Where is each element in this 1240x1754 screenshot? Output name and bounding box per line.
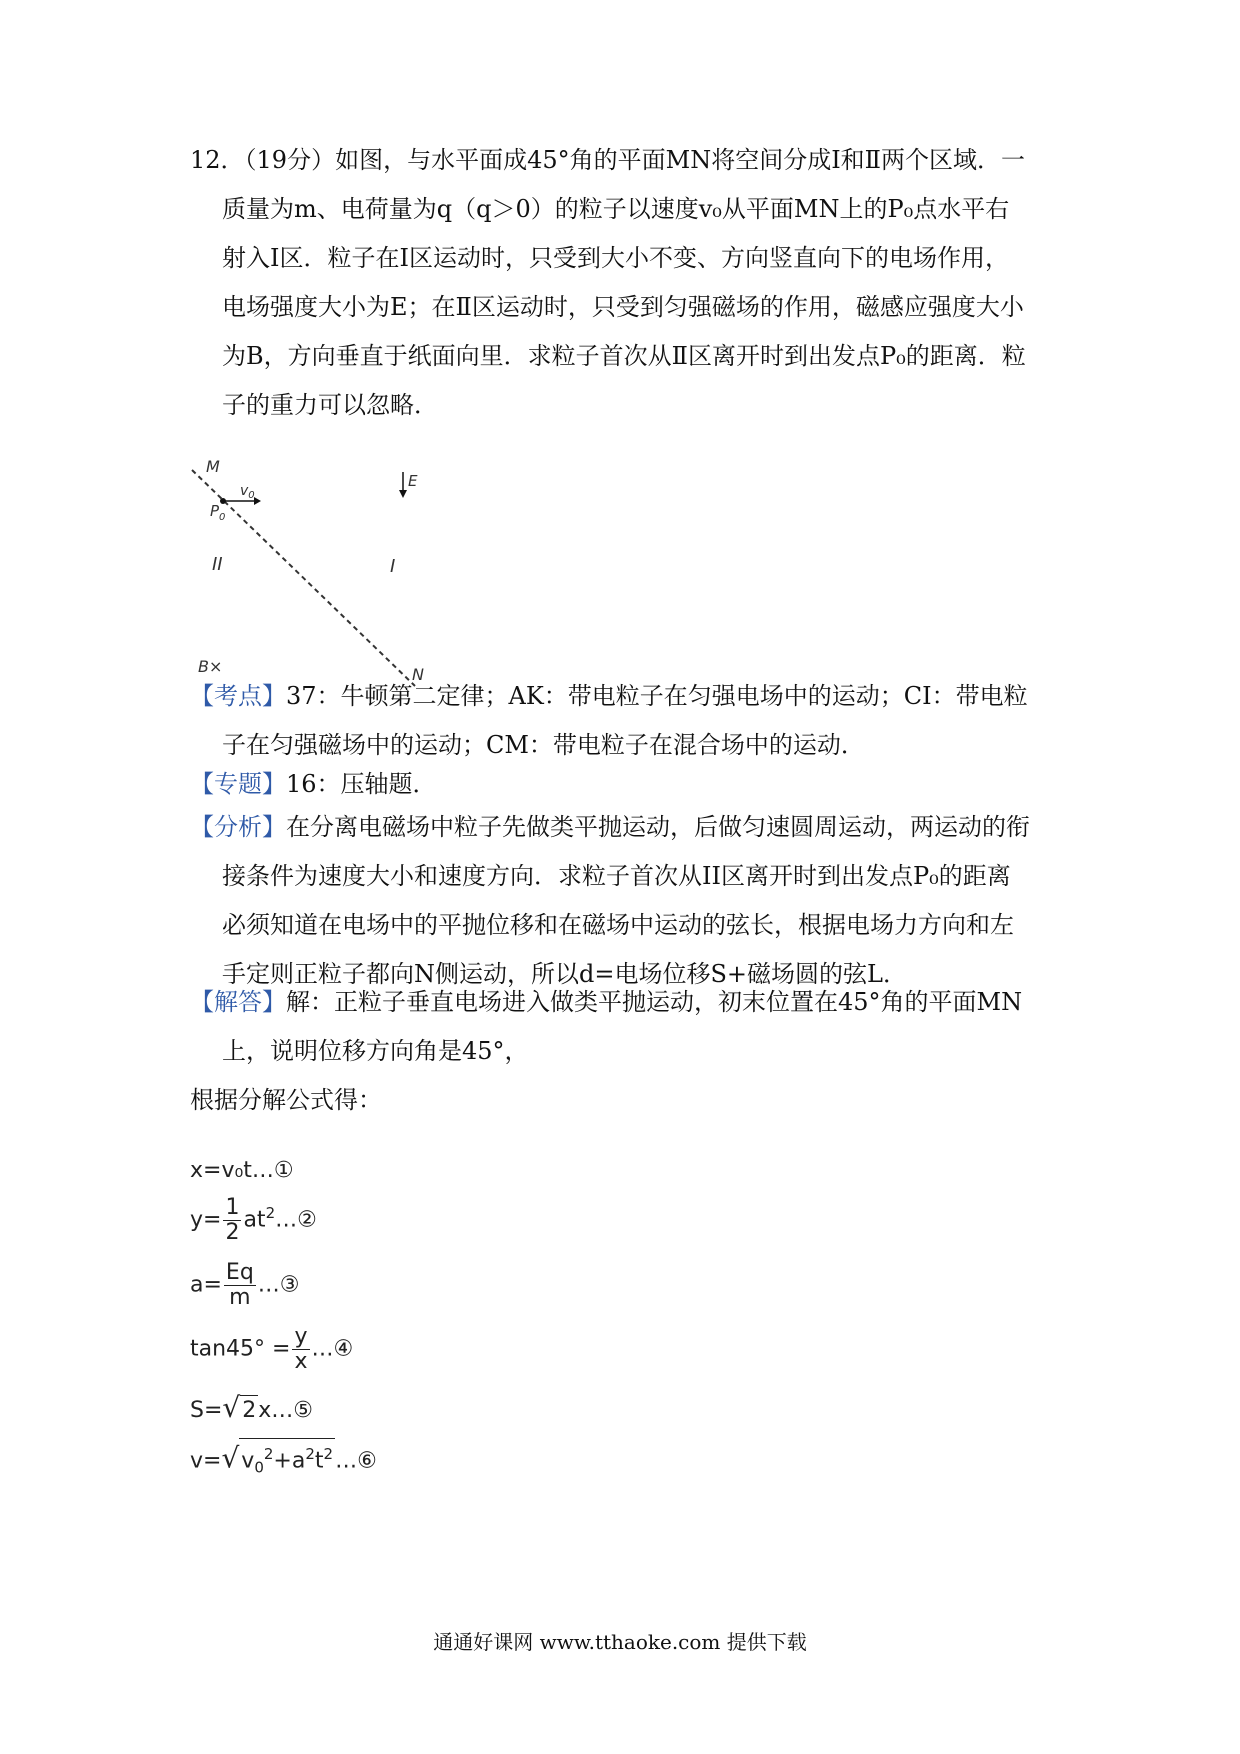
fenxi-text: 手定则正粒子都向N侧运动，所以d=电场位移S+磁场圆的弦L． [222, 960, 907, 988]
equation-mark: …④ [311, 1336, 354, 1362]
jieda-text: 上，说明位移方向角是45°， [222, 1037, 529, 1065]
problem-line: 电场强度大小为E；在Ⅱ区运动时，只受到匀强磁场的作用，磁感应强度大小 [222, 293, 1024, 321]
problem-line: 质量为m、电荷量为q（q＞0）的粒子以速度v₀从平面MN上的P₀点水平右 [222, 195, 1010, 223]
equation-rhs: x…⑤ [258, 1398, 313, 1423]
fraction-denominator: 2 [225, 1220, 240, 1245]
problem-statement [190, 136, 1060, 430]
kaodian-tag: 【考点】 [190, 682, 286, 710]
kaodian-text: 子在匀强磁场中的运动；CM：带电粒子在混合场中的运动． [222, 731, 865, 759]
field-diagram [190, 450, 450, 700]
problem-line: 12．（19分）如图，与水平面成45°角的平面MN将空间分成Ⅰ和Ⅱ两个区域．一 [190, 146, 1025, 174]
field-e-arrow-head [399, 490, 407, 498]
radicand-term: +a [273, 1448, 306, 1474]
radicand [239, 1438, 335, 1483]
exponent: 2 [305, 1445, 315, 1463]
equation-mark: …⑥ [335, 1448, 377, 1474]
equation-4 [190, 1325, 353, 1374]
radicand-term: t [314, 1448, 324, 1474]
kaodian-section [190, 672, 1060, 770]
jieda-text: 根据分解公式得： [190, 1086, 382, 1114]
equation-mark: …② [275, 1207, 317, 1233]
zhuanti-tag: 【专题】 [190, 770, 286, 798]
label-n: N [412, 665, 424, 684]
equation-text: x=v₀t…① [190, 1158, 294, 1183]
fraction-numerator: 1 [225, 1195, 240, 1220]
fenxi-text: 必须知道在电场中的平抛位移和在磁场中运动的弦长，根据电场力方向和左 [222, 911, 1014, 939]
kaodian-text: 37：牛顿第二定律；AK：带电粒子在匀强电场中的运动；CI：带电粒 [286, 682, 1028, 710]
equation-lhs: a= [190, 1272, 222, 1298]
exponent: 2 [263, 1445, 274, 1463]
sqrt-icon: √ [222, 1391, 241, 1424]
equation-lhs: y= [190, 1207, 222, 1233]
fraction-numerator: Eq [225, 1260, 254, 1285]
jieda-text: 解：正粒子垂直电场进入做类平抛运动，初末位置在45°角的平面MN [286, 988, 1023, 1016]
equation-mark: …③ [257, 1272, 300, 1298]
label-b-field: B× [198, 657, 223, 676]
exponent: 2 [265, 1204, 276, 1223]
label-region-ii: II [212, 554, 223, 575]
equation-5 [190, 1393, 313, 1426]
problem-line: 射入Ⅰ区．粒子在Ⅰ区运动时，只受到大小不变、方向竖直向下的电场作用， [222, 244, 1009, 272]
equation-1 [190, 1156, 294, 1186]
fraction [292, 1325, 309, 1374]
jieda-tag: 【解答】 [190, 988, 286, 1016]
equation-lhs: S= [190, 1398, 223, 1423]
equation-lhs: v= [190, 1448, 222, 1474]
radicand-term: v [241, 1448, 255, 1474]
fenxi-section [190, 803, 1060, 999]
subscript: 0 [254, 1458, 264, 1477]
fenxi-tag: 【分析】 [190, 813, 286, 841]
equation-3 [190, 1261, 300, 1310]
problem-line: 子的重力可以忽略． [222, 391, 438, 419]
fraction [224, 1261, 256, 1310]
fraction-denominator: m [229, 1285, 251, 1310]
zhuanti-section [190, 760, 1060, 809]
label-region-i: I [390, 556, 396, 577]
jieda-section [190, 978, 1060, 1125]
page-footer: 通通好课网 www.tthaoke.com 提供下载 [433, 1630, 807, 1654]
fraction [223, 1196, 241, 1245]
exponent: 2 [323, 1445, 334, 1463]
radicand: 2 [240, 1395, 258, 1426]
equation-6 [190, 1438, 377, 1483]
fraction-denominator: x [294, 1349, 308, 1374]
label-p0: $P_0$ [210, 502, 226, 523]
equation-lhs: tan45° = [190, 1336, 291, 1362]
label-m: M [206, 457, 220, 476]
fraction-numerator: y [294, 1324, 308, 1349]
sqrt-icon: √ [221, 1441, 240, 1475]
fenxi-text: 接条件为速度大小和速度方向．求粒子首次从II区离开时到出发点P₀的距离 [222, 862, 1011, 890]
label-e: E [408, 472, 418, 490]
equation-2 [190, 1196, 317, 1245]
velocity-arrow-head [254, 497, 261, 505]
fenxi-text: 在分离电磁场中粒子先做类平抛运动，后做匀速圆周运动，两运动的衔 [286, 813, 1030, 841]
problem-line: 为B，方向垂直于纸面向里．求粒子首次从Ⅱ区离开时到出发点P₀的距离．粒 [222, 342, 1026, 370]
zhuanti-text: 16：压轴题． [286, 770, 437, 798]
equation-rhs: at [243, 1207, 266, 1233]
label-v0: $v_0$ [240, 483, 255, 501]
